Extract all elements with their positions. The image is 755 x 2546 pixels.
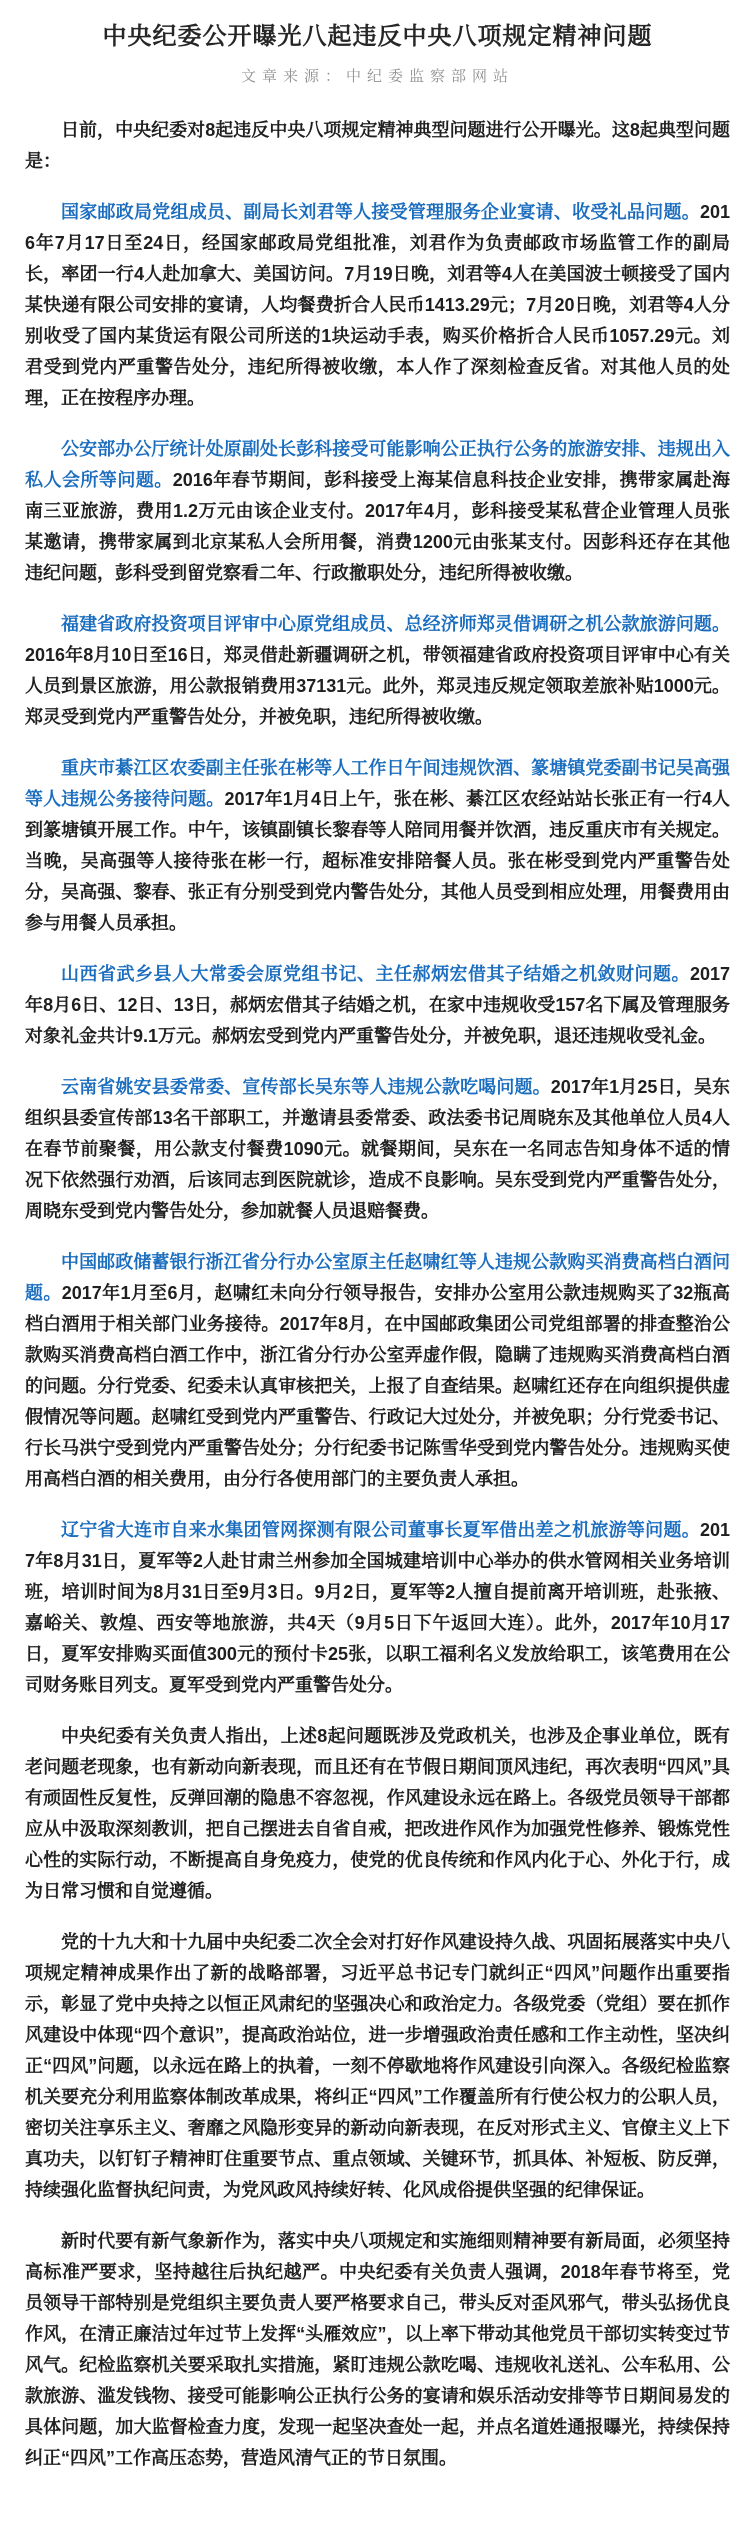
case-paragraph-3 xyxy=(25,609,730,733)
closing-paragraph-2: 党的十九大和十九届中央纪委二次全会对打好作风建设持久战、巩固拓展落实中央八项规定精神成果作出了新的战略部署，习近平总书记专门就纠正“四风”问题作出重要指示，彰显了党中央持之以恒正风肃纪的坚强决心和政治定力。各级党委（党组）要在抓作风建设中体现“四个意识”，提高政治站位，进一步增强政治责任感和工作主动性，坚决纠正“四风”问题，以永远在路上的执着，一刻不停歇地将作风建设引向深入。各级纪检监察机关要充分利用监察体制改革成果，将纠正“四风”工作覆盖所有行使公权力的公职人员，密切关注享乐主义、奢靡之风隐形变异的新动向新表现，在反对形式主义、官僚主义上下真功夫，以钉钉子精神盯住重要节点、重点领域、关键环节，抓具体、补短板、防反弹，持续强化监督执纪问责，为党风政风持续好转、化风成俗提供坚强的纪律保证。 xyxy=(25,1932,730,2200)
case-headline-7: 中国邮政储蓄银行浙江省分行办公室原主任赵啸红等人违规公款购买消费高档白酒问题。 xyxy=(25,1252,730,1303)
case-headline-5: 山西省武乡县人大常委会原党组书记、主任郝炳宏借其子结婚之机敛财问题。 xyxy=(61,964,690,984)
article-source: 文章来源：中纪委监察部网站 xyxy=(240,69,514,85)
closing-paragraph-1: 中央纪委有关负责人指出，上述8起问题既涉及党政机关，也涉及企事业单位，既有老问题老现象，也有新动向新表现，而且还有在节假日期间顶风违纪，再次表明“四风”具有顽固性反复性，反弹回潮的隐患不容忽视，作风建设永远在路上。各级党员领导干部都应从中汲取深刻教训，把自己摆进去自省自戒，把改进作风作为加强党性修养、锻炼党性心性的实际行动，不断提高自身免疫力，使党的优良传统和作风内化于心、外化于行，成为日常习惯和自觉遵循。 xyxy=(25,1726,730,1901)
case-paragraph-6 xyxy=(25,1072,730,1227)
case-paragraph-8 xyxy=(25,1515,730,1701)
case-paragraph-7 xyxy=(25,1247,730,1495)
case-headline-4: 重庆市綦江区农委副主任张在彬等人工作日午间违规饮酒、篆塘镇党委副书记吴高强等人违规公务接待问题。 xyxy=(25,758,730,809)
case-paragraph-4 xyxy=(25,753,730,939)
case-body-6: 2017年1月25日，吴东组织县委宣传部13名干部职工，并邀请县委常委、政法委书记周晓东及其他单位人员4人在春节前聚餐，用公款支付餐费1090元。就餐期间，吴东在一名同志告知身体不适的情况下依然强行劝酒，后该同志到医院就诊，造成不良影响。吴东受到党内严重警告处分，周晓东受到党内警告处分，参加就餐人员退赔餐费。 xyxy=(25,1077,730,1221)
case-headline-3: 福建省政府投资项目评审中心原党组成员、总经济师郑灵借调研之机公款旅游问题。 xyxy=(61,614,730,634)
case-body-5: 2017年8月6日、12日、13日，郝炳宏借其子结婚之机，在家中违规收受157名下属及管理服务对象礼金共计9.1万元。郝炳宏受到党内严重警告处分，并被免职，退还违规收受礼金。 xyxy=(25,964,730,1046)
case-headline-2: 公安部办公厅统计处原副处长彭科接受可能影响公正执行公务的旅游安排、违规出入私人会所等问题。 xyxy=(25,439,730,490)
article-title: 中央纪委公开曝光八起违反中央八项规定精神问题 xyxy=(102,23,653,50)
case-paragraph-1 xyxy=(25,197,730,414)
case-body-2: 2016年春节期间，彭科接受上海某信息科技企业安排，携带家属赴海南三亚旅游，费用1.2万元由该企业支付。2017年4月，彭科接受某私营企业管理人员张某邀请，携带家属到北京某私人会所用餐，消费1200元由张某支付。因彭科还存在其他违纪问题，彭科受到留党察看二年、行政撤职处分，违纪所得被收缴。 xyxy=(25,470,731,583)
case-headline-1: 国家邮政局党组成员、副局长刘君等人接受管理服务企业宴请、收受礼品问题。 xyxy=(61,202,700,222)
article-body xyxy=(25,115,730,2474)
case-body-1: 2016年7月17日至24日，经国家邮政局党组批准，刘君作为负责邮政市场监管工作的副局长，率团一行4人赴加拿大、美国访问。7月19日晚，刘君等4人在美国波士顿接受了国内某快递有限公司安排的宴请，人均餐费折合人民币1413.29元；7月20日晚，刘君等4人分别收受了国内某货运有限公司所送的1块运动手表，购买价格折合人民币1057.29元。刘君受到党内严重警告处分，违纪所得被收缴，本人作了深刻检查反省。对其他人员的处理，正在按程序办理。 xyxy=(25,202,730,408)
case-body-4: 2017年1月4日上午，张在彬、綦江区农经站站长张正有一行4人到篆塘镇开展工作。中午，该镇副镇长黎春等人陪同用餐并饮酒，违反重庆市有关规定。当晚，吴高强等人接待张在彬一行，超标准安排陪餐人员。张在彬受到党内严重警告处分，吴高强、黎春、张正有分别受到党内警告处分，其他人员受到相应处理，用餐费用由参与用餐人员承担。 xyxy=(25,789,731,933)
case-body-3: 2016年8月10日至16日，郑灵借赴新疆调研之机，带领福建省政府投资项目评审中心有关人员到景区旅游，用公款报销费用37131元。此外，郑灵违反规定领取差旅补贴1000元。郑灵受到党内严重警告处分，并被免职，违纪所得被收缴。 xyxy=(25,645,730,727)
case-headline-6: 云南省姚安县委常委、宣传部长吴东等人违规公款吃喝问题。 xyxy=(61,1077,551,1097)
closing-paragraph-3: 新时代要有新气象新作为，落实中央八项规定和实施细则精神要有新局面，必须坚持高标准严要求，坚持越往后执纪越严。中央纪委有关负责人强调，2018年春节将至，党员领导干部特别是党组织主要负责人要严格要求自己，带头反对歪风邪气，带头弘扬优良作风，在清正廉洁过年过节上发挥“头雁效应”，以上率下带动其他党员干部切实转变过节风气。纪检监察机关要采取扎实措施，紧盯违规公款吃喝、违规收礼送礼、公车私用、公款旅游、滥发钱物、接受可能影响公正执行公务的宴请和娱乐活动安排等节日期间易发的具体问题，加大监督检查力度，发现一起坚决查处一起，并点名道姓通报曝光，持续保持纠正“四风”工作高压态势，营造风清气正的节日氛围。 xyxy=(25,2231,730,2468)
article-page xyxy=(0,22,755,2504)
case-headline-8: 辽宁省大连市自来水集团管网探测有限公司董事长夏军借出差之机旅游等问题。 xyxy=(61,1520,700,1540)
intro-paragraph: 日前，中央纪委对8起违反中央八项规定精神典型问题进行公开曝光。这8起典型问题是： xyxy=(25,120,730,171)
case-body-8: 2017年8月31日，夏军等2人赴甘肃兰州参加全国城建培训中心举办的供水管网相关业务培训班，培训时间为8月31日至9月3日。9月2日，夏军等2人擅自提前离开培训班，赴张掖、嘉峪关、敦煌、西安等地旅游，共4天（9月5日下午返回大连）。此外，2017年10月17日，夏军安排购买面值300元的预付卡25张，以职工福利名义发放给职工，该笔费用在公司财务账目列支。夏军受到党内严重警告处分。 xyxy=(25,1520,730,1695)
case-paragraph-2 xyxy=(25,434,730,589)
case-body-7: 2017年1月至6月，赵啸红未向分行领导报告，安排办公室用公款违规购买了32瓶高档白酒用于相关部门业务接待。2017年8月，在中国邮政集团公司党组部署的排查整治公款购买消费高档白酒工作中，浙江省分行办公室弄虚作假，隐瞒了违规购买消费高档白酒的问题。分行党委、纪委未认真审核把关，上报了自查结果。赵啸红还存在向组织提供虚假情况等问题。赵啸红受到党内严重警告、行政记大过处分，并被免职；分行党委书记、行长马洪宁受到党内严重警告处分；分行纪委书记陈雪华受到党内警告处分。违规购买使用高档白酒的相关费用，由分行各使用部门的主要负责人承担。 xyxy=(25,1283,730,1489)
case-paragraph-5 xyxy=(25,959,730,1052)
